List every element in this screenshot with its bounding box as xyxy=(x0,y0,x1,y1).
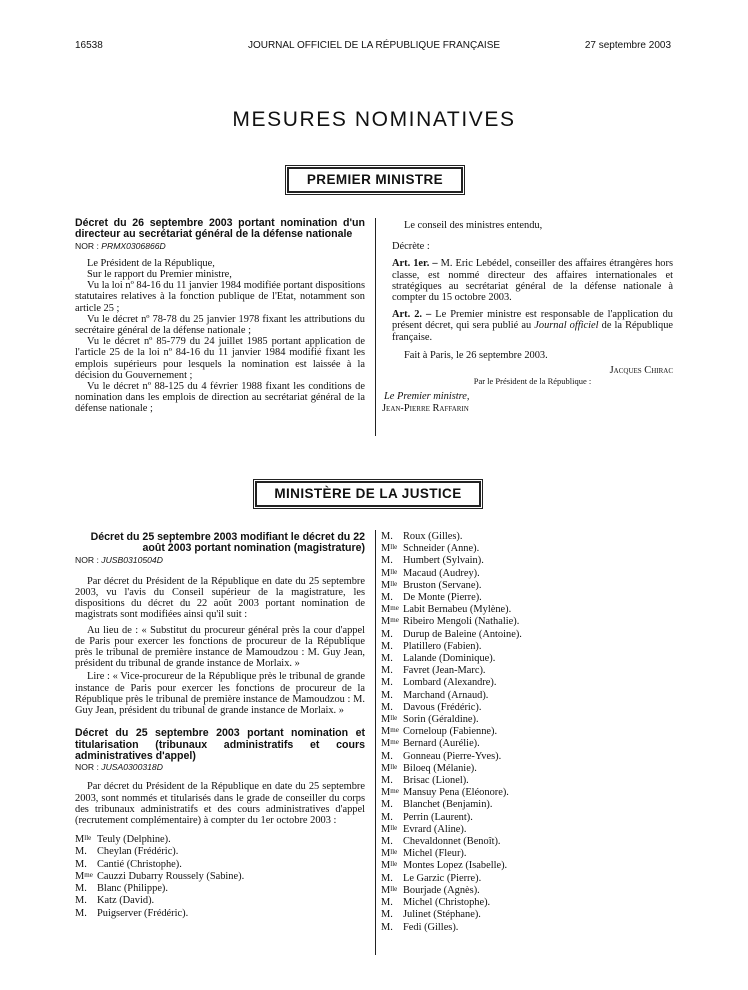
column-divider xyxy=(375,218,376,436)
appointee-surname: Lalande (Dominique). xyxy=(403,653,496,665)
civility-title: M. xyxy=(75,895,87,907)
appointee-name xyxy=(381,665,673,677)
civility-title: M. xyxy=(381,689,393,701)
appointee-surname: Platillero (Fabien). xyxy=(403,640,482,652)
civility-title: M. xyxy=(381,750,393,762)
appointee-surname: Favret (Jean-Marc). xyxy=(403,665,486,677)
appointee-name xyxy=(381,751,673,763)
civility-title: $M^{me}$ xyxy=(75,870,93,882)
civility-title: $M^{lle}$ xyxy=(381,884,398,896)
nor-reference xyxy=(75,555,365,566)
appointee-name xyxy=(381,812,673,824)
civility-title: M. xyxy=(381,628,393,640)
appointee-name xyxy=(381,775,673,787)
civility-title: M. xyxy=(75,907,87,919)
civility-title: M. xyxy=(75,858,87,870)
appointee-name xyxy=(381,848,673,860)
page-number: 16538 xyxy=(75,40,103,51)
civility-title: $M^{lle}$ xyxy=(381,543,398,555)
appointee-surname: Bruston (Servane). xyxy=(403,579,482,591)
premier-ministre-name: Jean-Pierre Raffarin xyxy=(382,402,469,414)
civility-title: $M^{lle}$ xyxy=(381,860,398,872)
appointee-surname: Biloeq (Mélanie). xyxy=(403,762,477,774)
appointee-name xyxy=(381,592,673,604)
civility-title: M. xyxy=(381,653,393,665)
appointee-surname: Durup de Baleine (Antoine). xyxy=(403,628,522,640)
civility-title: $M^{me}$ xyxy=(381,787,399,799)
appointee-surname: Michel (Fleur). xyxy=(403,848,467,860)
nor-reference xyxy=(75,241,365,252)
civility-title: $M^{me}$ xyxy=(381,738,399,750)
paragraph: Vu la loi nº 84-16 du 11 janvier 1984 modifiée portant dispositions statutaires relatives à la fonction publique de l'Etat, notamment son article 25 ; xyxy=(75,280,365,314)
appointee-name xyxy=(381,860,673,872)
decree-title: Décret du 26 septembre 2003 portant nomination d'un directeur au secrétariat général de la défense nationale xyxy=(75,217,365,241)
appointee-name xyxy=(381,799,673,811)
appointee-surname: Davous (Frédéric). xyxy=(403,701,482,713)
decree-title: Décret du 25 septembre 2003 portant nomination et titularisation (tribunaux administratifs et cours administratives d'appel) xyxy=(75,727,365,763)
appointee-list xyxy=(75,834,365,919)
civility-title: $M^{me}$ xyxy=(381,616,399,628)
appointee-surname: Le Garzic (Pierre). xyxy=(403,872,482,884)
appointee-name xyxy=(381,677,673,689)
appointee-surname: Labit Bernabeu (Mylène). xyxy=(403,604,512,616)
par-le-president: Par le Président de la République : xyxy=(473,376,592,387)
appointee-surname: Humbert (Sylvain). xyxy=(403,555,484,567)
page-header xyxy=(0,40,748,56)
appointee-name xyxy=(381,702,673,714)
civility-title: M. xyxy=(381,909,393,921)
appointee-name xyxy=(75,871,365,883)
decrete-label: Décrète : xyxy=(392,241,430,253)
decree-pm-right-column xyxy=(382,220,673,414)
appointee-name xyxy=(381,726,673,738)
appointee-name xyxy=(381,568,673,580)
paragraph: Lire : « Vice-procureur de la République près le tribunal de grande instance de Paris pour exercer les fonctions de procureur de la République près le tribunal de première instance de Mamoudzou : M. Guy Jean, président du tribunal de grande instance de Morlaix. » xyxy=(75,671,365,717)
civility-title: $M^{lle}$ xyxy=(381,714,398,726)
civility-title: M. xyxy=(381,701,393,713)
appointee-surname: Evrard (Aline). xyxy=(403,823,467,835)
paragraph: Par décret du Président de la République en date du 25 septembre 2003, sont nommés et titularisés dans le grade de conseiller du corps des tribunaux administratifs et des cours administratives d'appel (recrutement complémentaire) à compter du 1er octobre 2003 : xyxy=(75,781,365,827)
appointee-surname: Schneider (Anne). xyxy=(403,543,480,555)
appointee-name xyxy=(75,883,365,895)
appointee-name xyxy=(381,641,673,653)
publication-date: 27 septembre 2003 xyxy=(584,40,671,51)
appointee-surname: Ribeiro Mengoli (Nathalie). xyxy=(403,616,520,628)
appointee-list-right-column xyxy=(381,531,673,934)
civility-title: M. xyxy=(381,677,393,689)
appointee-name xyxy=(381,922,673,934)
paragraph: Vu le décret nº 78-78 du 25 janvier 1978 fixant les attributions du secrétaire général de la défense nationale ; xyxy=(75,313,365,337)
appointee-surname: Marchand (Arnaud). xyxy=(403,689,489,701)
section-box-premier-ministre xyxy=(285,165,465,195)
paragraph: Vu le décret nº 88-125 du 4 février 1988 fixant les conditions de nomination dans les emplois de direction au secrétariat général de la défense nationale ; xyxy=(75,381,365,415)
civility-title: M. xyxy=(381,592,393,604)
section-box-justice xyxy=(253,479,483,509)
decree-title: Décret du 25 septembre 2003 modifiant le décret du 22 août 2003 portant nomination (magistrature) xyxy=(90,531,365,555)
appointee-surname: Michel (Christophe). xyxy=(403,897,491,909)
civility-title: M. xyxy=(381,665,393,677)
appointee-list xyxy=(381,531,673,934)
appointee-surname: Bernard (Aurélie). xyxy=(403,738,480,750)
appointee-name xyxy=(381,897,673,909)
nor-label: NOR : xyxy=(75,554,99,565)
appointee-surname: Perrin (Laurent). xyxy=(403,811,473,823)
nor-code: PRMX0306866D xyxy=(101,240,166,251)
appointee-surname: Macaud (Audrey). xyxy=(403,567,480,579)
appointee-name xyxy=(381,787,673,799)
civility-title: M. xyxy=(381,872,393,884)
appointee-name xyxy=(381,885,673,897)
article-label: Art. 1er. – xyxy=(392,258,438,270)
civility-title: $M^{lle}$ xyxy=(381,762,398,774)
appointee-name xyxy=(381,873,673,885)
journal-title: JOURNAL OFFICIEL DE LA RÉPUBLIQUE FRANÇAISE xyxy=(247,40,501,51)
civility-title: M. xyxy=(75,883,87,895)
civility-title: $M^{lle}$ xyxy=(75,834,92,846)
appointee-surname: Corneloup (Fabienne). xyxy=(403,726,498,738)
paragraph: Vu le décret nº 85-779 du 24 juillet 1985 portant application de l'article 25 de la loi nº 84-16 du 11 janvier 1984 modifié fixant les emplois supérieurs pour lesquels la nomination est laissée à la décision du Gouvernement ; xyxy=(75,336,365,381)
appointee-surname: Lombard (Alexandre). xyxy=(403,677,497,689)
appointee-surname: Julinet (Stéphane). xyxy=(403,909,481,921)
decree-pm-left-column xyxy=(75,218,365,415)
appointee-name xyxy=(75,895,365,907)
appointee-surname: Sorin (Géraldine). xyxy=(403,714,479,726)
appointee-name xyxy=(381,690,673,702)
appointee-name xyxy=(381,836,673,848)
nor-reference xyxy=(75,762,365,773)
civility-title: $M^{lle}$ xyxy=(381,848,398,860)
appointee-name xyxy=(75,846,365,858)
appointee-surname: Katz (David). xyxy=(97,895,155,907)
appointee-surname: Puigserver (Frédéric). xyxy=(97,907,189,919)
appointee-surname: Blanc (Philippe). xyxy=(97,883,168,895)
civility-title: $M^{lle}$ xyxy=(381,567,398,579)
civility-title: M. xyxy=(381,640,393,652)
appointee-name xyxy=(381,543,673,555)
decree-justice-left-column xyxy=(75,532,365,920)
appointee-surname: Fedi (Gilles). xyxy=(403,921,459,933)
nor-code: JUSB0310504D xyxy=(101,554,163,565)
appointee-surname: Brisac (Lionel). xyxy=(403,775,469,787)
civility-title: M. xyxy=(381,555,393,567)
civility-title: M. xyxy=(381,775,393,787)
appointee-name xyxy=(75,834,365,846)
appointee-name xyxy=(75,908,365,920)
article-2: Art. 2. – Le Premier ministre est responsable de l'application du présent décret, qui sera publié au Journal officiel de la République française. xyxy=(392,309,673,343)
appointee-name xyxy=(381,629,673,641)
paragraph: Le Président de la République, xyxy=(87,257,215,269)
paragraph: Sur le rapport du Premier ministre, xyxy=(87,269,232,281)
signature-date: Fait à Paris, le 26 septembre 2003. xyxy=(404,349,548,361)
appointee-name xyxy=(381,763,673,775)
appointee-surname: Blanchet (Benjamin). xyxy=(403,799,493,811)
appointee-name xyxy=(381,580,673,592)
appointee-surname: Mansuy Pena (Eléonore). xyxy=(403,787,509,799)
nor-code: JUSA0300318D xyxy=(101,762,163,773)
appointee-name xyxy=(75,859,365,871)
appointee-surname: Teuly (Delphine). xyxy=(97,834,171,846)
nor-label: NOR : xyxy=(75,762,99,773)
column-divider xyxy=(375,530,376,955)
article-label: Art. 2. – xyxy=(392,309,432,321)
appointee-name xyxy=(381,824,673,836)
civility-title: $M^{me}$ xyxy=(381,604,399,616)
section-heading: MINISTÈRE DE LA JUSTICE xyxy=(255,481,481,507)
appointee-name xyxy=(381,653,673,665)
appointee-surname: Cantié (Christophe). xyxy=(97,858,182,870)
appointee-surname: De Monte (Pierre). xyxy=(403,592,482,604)
appointee-name xyxy=(381,714,673,726)
page-title: MESURES NOMINATIVES xyxy=(232,108,516,131)
civility-title: M. xyxy=(381,799,393,811)
civility-title: M. xyxy=(381,811,393,823)
paragraph: Par décret du Président de la République en date du 25 septembre 2003, vu l'avis du Conseil supérieur de la magistrature, les dispositions du décret du 22 août 2003 portant nomination de magistrats sont modifiées ainsi qu'il suit : xyxy=(75,575,365,621)
civility-title: $M^{lle}$ xyxy=(381,823,398,835)
appointee-name xyxy=(381,616,673,628)
paragraph: Le conseil des ministres entendu, xyxy=(404,220,543,231)
signatory-name: Jacques Chirac xyxy=(609,365,673,377)
article-1: Art. 1er. – M. Eric Lebédel, conseiller des affaires étrangères hors classe, est nommé directeur des affaires internationales et stratégiques au secrétariat général de la défense nationale à compter du 15 octobre 2003. xyxy=(392,258,673,304)
paragraph: Au lieu de : « Substitut du procureur général près la cour d'appel de Paris pour exercer les fonctions de procureur de la République près le tribunal de première instance de Mamoudzou : M. Guy Jean, président du tribunal de grande instance de Morlaix. » xyxy=(75,624,365,670)
appointee-name xyxy=(381,531,673,543)
section-heading: PREMIER MINISTRE xyxy=(287,167,463,193)
appointee-surname: Cauzzi Dubarry Roussely (Sabine). xyxy=(97,870,245,882)
appointee-surname: Montes Lopez (Isabelle). xyxy=(403,860,508,872)
premier-ministre-label: Le Premier ministre, xyxy=(384,391,470,403)
civility-title: $M^{lle}$ xyxy=(381,579,398,591)
civility-title: M. xyxy=(381,531,393,542)
appointee-surname: Cheylan (Frédéric). xyxy=(97,846,179,858)
appointee-name xyxy=(381,738,673,750)
appointee-surname: Chevaldonnet (Benoît). xyxy=(403,836,501,848)
civility-title: M. xyxy=(381,897,393,909)
appointee-surname: Roux (Gilles). xyxy=(403,531,463,542)
appointee-surname: Gonneau (Pierre-Yves). xyxy=(403,750,502,762)
appointee-name xyxy=(381,909,673,921)
civility-title: M. xyxy=(381,836,393,848)
civility-title: M. xyxy=(75,846,87,858)
appointee-name xyxy=(381,604,673,616)
civility-title: $M^{me}$ xyxy=(381,726,399,738)
appointee-name xyxy=(381,555,673,567)
civility-title: M. xyxy=(381,921,393,933)
appointee-surname: Bourjade (Agnès). xyxy=(403,884,480,896)
nor-label: NOR : xyxy=(75,240,99,251)
